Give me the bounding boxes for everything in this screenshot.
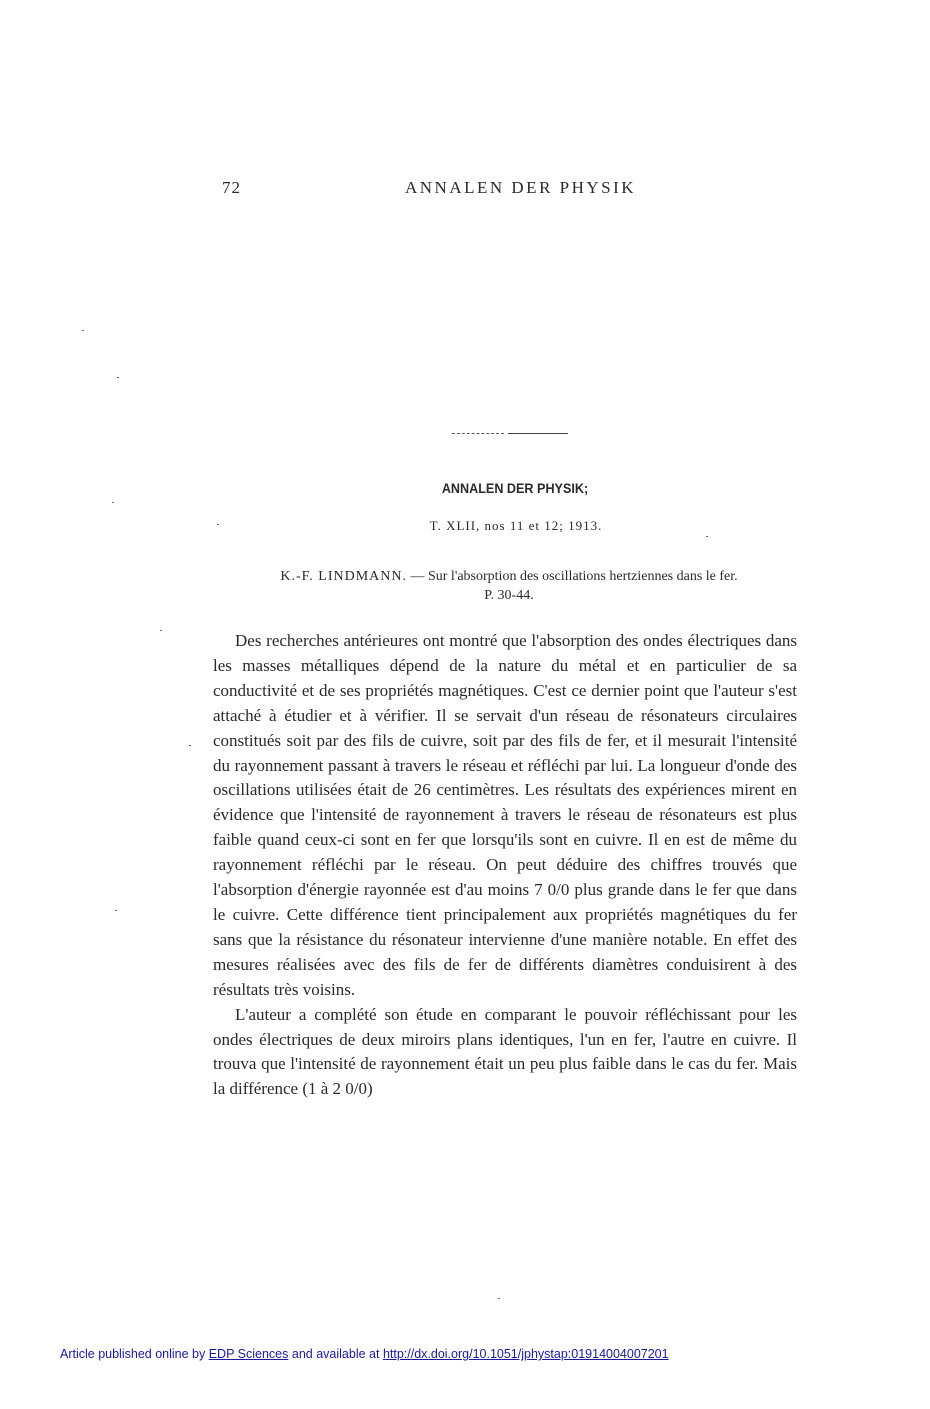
footer-prefix: Article published online by (60, 1347, 206, 1361)
citation-title: Sur l'absorption des oscillations hertziennes dans le fer. (427, 569, 738, 584)
footer-middle: and available at (291, 1347, 380, 1361)
running-title: ANNALEN DER PHYSIK (405, 178, 637, 197)
scan-speck (82, 330, 84, 331)
volume-issue-line: T. XLII, nos 11 et 12; 1913. (429, 518, 603, 533)
separator-rule-dashed (452, 433, 504, 434)
body-paragraph: L'auteur a complété son étude en comparant le pouvoir réfléchissant pour les ondes électriques de deux miroirs plans identiques, l'un en fer, l'autre en cuivre. Il trouva que l'intensité de rayonnement était un peu plus faible dans le cas du fer. Mais la différence (1 à 2 0/0) (213, 1004, 797, 1099)
article-citation (215, 567, 803, 605)
scan-speck (112, 502, 114, 503)
scan-speck (498, 1298, 500, 1299)
journal-section-title: ANNALEN DER PHYSIK; (441, 480, 589, 496)
publisher-link[interactable]: EDP Sciences (208, 1347, 289, 1361)
abstract-body (213, 629, 797, 1102)
scan-speck (160, 630, 162, 631)
body-paragraph: Des recherches antérieures ont montré que l'absorption des ondes électriques dans les masses métalliques dépend de la nature du métal et en particulier de sa conductivité et de ses propriétés magnétiques. C'est ce dernier point que l'auteur s'est attaché à étudier et à vérifier. Il se servait d'un réseau de résonateurs circulaires constitués soit par des fils de cuivre, soit par des fils de fer, et il mesurait l'intensité du rayonnement passant à travers le réseau et réfléchi par lui. La longueur d'onde des oscillations utilisées était de 26 centimètres. Les résultats des expériences mirent en évidence que l'intensité de rayonnement à travers le réseau de résonateurs est plus faible quand ceux-ci sont en fer que lorsqu'ils sont en cuivre. Il en est de même du rayonnement réfléchi par le réseau. On peut déduire des chiffres trouvés que l'absorption d'énergie rayonnée est d'au moins 7 0/0 plus grande dans le fer que dans le cuivre. Cette différence tient principalement aux propriétés magnétiques du fer sans que la résistance du résonateur intervienne d'une manière notable. En effet des mesures réalisées avec des fils de fer de différents diamètres conduisirent à des résultats très voisins. (213, 631, 797, 999)
page-number: 72 (222, 178, 241, 197)
page-header (0, 176, 930, 202)
doi-link[interactable]: http://dx.doi.org/10.1051/jphystap:01914004007201 (382, 1347, 669, 1361)
publication-footer (60, 1347, 669, 1361)
scan-speck (706, 536, 708, 537)
scan-speck (189, 745, 191, 746)
citation-author: K.-F. LINDMANN. (280, 569, 407, 584)
separator-rule-solid (508, 433, 568, 434)
citation-separator: — (406, 569, 428, 584)
scan-speck (117, 377, 119, 378)
citation-pages: P. 30-44. (484, 588, 534, 603)
scan-speck (217, 524, 219, 525)
scan-speck (115, 910, 117, 911)
